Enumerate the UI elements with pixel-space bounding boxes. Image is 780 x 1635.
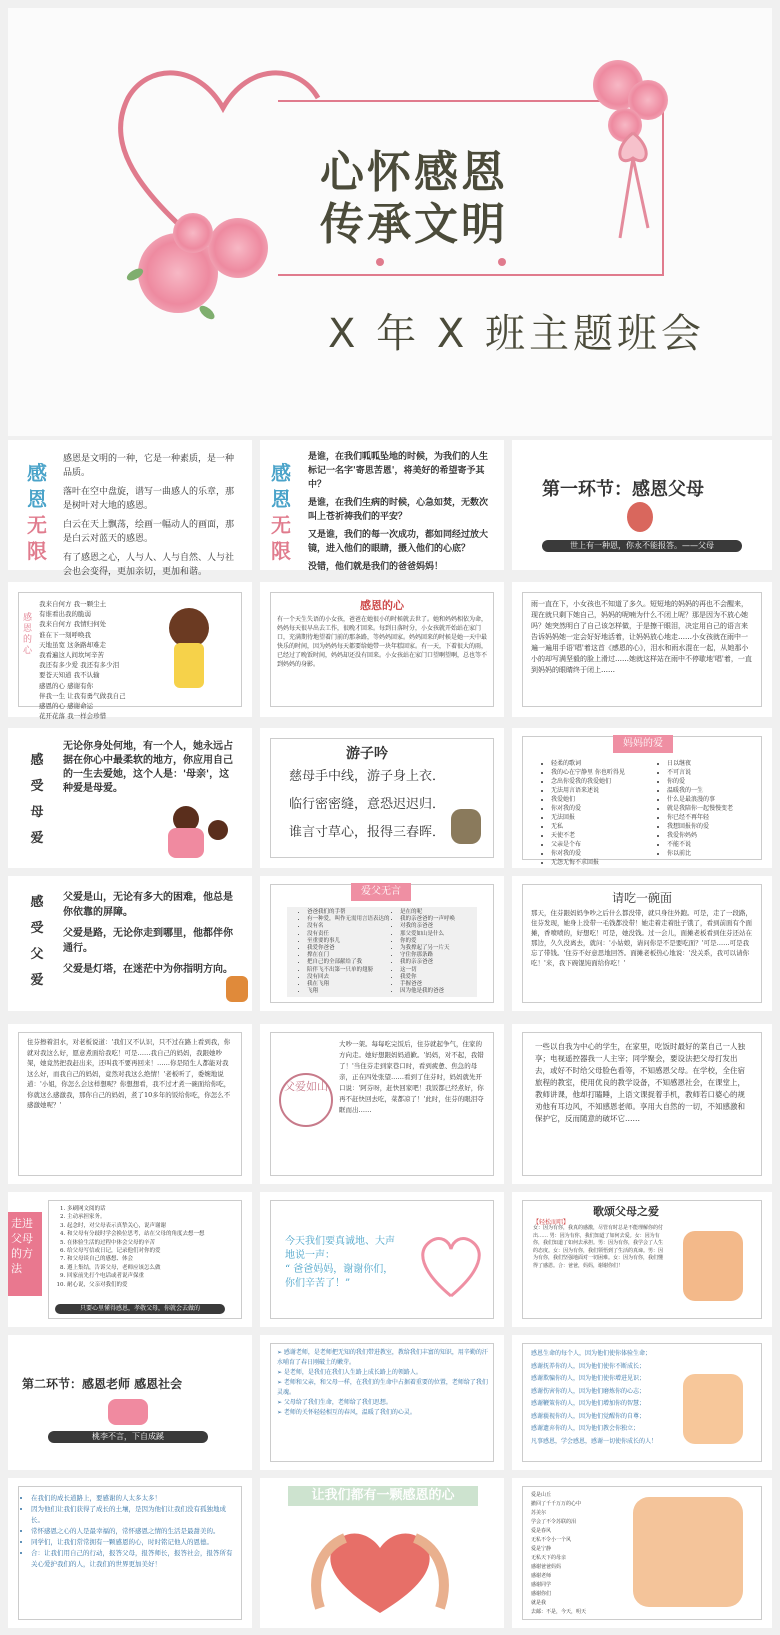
text-line: 感谢你们	[531, 1591, 552, 1597]
slide-8	[260, 728, 504, 868]
slide-10	[8, 876, 252, 1011]
list-item: • 守住你那条路	[400, 952, 455, 959]
slide-24	[512, 1478, 772, 1628]
slide-subtitle: X 年 X 班主题班会	[328, 311, 705, 357]
vertical-title-char: 无	[271, 513, 291, 537]
text-line: 感恩生命的每个人，因为他们使你体验生命；	[531, 1350, 652, 1357]
text-line: 无私天下的母亲	[531, 1555, 567, 1561]
list-item: • 这一切	[400, 967, 455, 974]
slide-title-2: 传承文明	[320, 199, 508, 250]
slide-18	[512, 1192, 772, 1327]
story-title: 请吃一碗面	[611, 891, 672, 905]
text-line: 今天我们要真诚地、大声	[285, 1236, 395, 1247]
paragraph: 一些以自我为中心的学生，在家里，吃饭时最好的菜自己一人独享；电视遥控器我一人主宰；同学聚会，要设法把父母打发出去，或好不时给父母脸色看等，不知感恩父母。在学校，全住宿旅程的教室，使用优良的教学设备，不知感恩社会，在课堂上，教师讲课，他却打瞌睡，上语文课捉着手机，教师若口婆心的规劝他有耳边风，不知感恩老师。享用大自然的一切，不知感激和保护它，反而随意的破坏它……	[535, 1042, 745, 1123]
slide-12	[512, 876, 772, 1011]
list-item: 6. 给父母写信或日记，记录他们对你的爱	[67, 1247, 205, 1255]
list-item: • 是在的呢	[400, 909, 455, 916]
slide-14	[260, 1024, 504, 1184]
list-item: • 有一种爱，叫作无需用言语表达的	[307, 916, 390, 923]
story-text: 雨一直在下，小女孩也不知道了多久。短短地的妈妈的再也不会醒来，现在就只剩下她自己，妈妈的呢喃为什么不闭上呢？那是因为不放心她吗？她突然明白了自己该怎样做，于是擦干眼泪，决定用自己的语言来告诉妈妈她一定会好好地活着，让妈妈放心地走……小女孩就在雨中一遍一遍用手语'唱'着这首《感恩的心》，泪水和雨水混在一起，从她那小小的却写满坚毅的脸上滑过……她就这样站在雨中不停歇地'唱'着，一直到妈妈的眼睛终于闭上……	[531, 600, 752, 674]
family-illustration	[683, 1231, 743, 1301]
lyric-line: 感恩的心 感谢命运	[39, 702, 94, 711]
list-item: 7. 和父母谈自己的感想、体会	[67, 1255, 205, 1263]
girl-body	[174, 643, 204, 688]
story-text: 有一个天生失语的小女孩，爸爸在她很小的时候就去世了。她和妈妈相依为命，妈妈每天很早出去工作，很晚才回来。每到日落时分，小女孩就开始站在家门口，充满期待地望着门前的那条路，等妈妈回家。妈妈回来的时候是她一天中最快乐的时间，因为妈妈每天都要给她带一块年糕回家。有一天，下着很大的雨，已经过了晚饭时间，妈妈却还没有回来。小女孩站在家门口望啊望啊，总也等不到妈妈的身影。	[277, 616, 488, 668]
list-item: 5. 在体验生活的过程中体会父母的辛苦	[67, 1239, 205, 1247]
title-slide	[8, 8, 772, 436]
list-item: • 我在飞翔	[307, 981, 390, 988]
slide-15	[512, 1024, 772, 1184]
slide-6	[512, 582, 772, 717]
vertical-title-char: 母	[30, 805, 44, 820]
vertical-title-char: 限	[27, 539, 47, 563]
paragraph: 落叶在空中盘旋，谱写一曲感人的乐章，那是树叶对大地的感恩。	[63, 487, 235, 511]
vertical-title-char: 限	[271, 539, 291, 563]
paragraph: 有了感恩之心，人与人、人与自然、人与社会也会变得，更加亲切，更加和谐。	[63, 553, 235, 577]
vertical-title-char: 感	[271, 461, 291, 485]
list-item: • 你以前比	[667, 849, 733, 858]
lyric-line: 要苍天知道 我不认输	[39, 671, 100, 680]
paragraph: 感恩是文明的一种，它是一种素质，是一种品质。	[63, 454, 235, 478]
list-item: 9. 回家前先打个电话或者说声保重	[67, 1272, 205, 1280]
text-line: 凡事感恩，学会感恩，感谢一切使你成长的人！	[531, 1437, 658, 1445]
list-item: • 无怨无悔不求回报	[551, 858, 625, 867]
side-label: 感恩的心	[23, 613, 33, 656]
text-line: 爱是山丘	[531, 1492, 552, 1498]
vertical-title-char: 父	[30, 947, 44, 962]
list-item: • 我的心在宁静里 你也听得见	[551, 768, 625, 777]
list-item: • 你的爱	[667, 777, 733, 786]
story-text: 住芬擦着泪水，对老板说道：'我们又不认识，只不过在路上看到我，你就对我这么好，愿意煮面给我吃！可是……我自己的妈妈，我跟她吵架，她竟然把我赶出来，还叫我不要再回来！……你是陌生人都能对我这么好，而我自己的妈妈，竟然对我这么绝情！'老板听了，委婉地说道：'小姐，你怎么会这样想呢？你想想看，我不过才煮一碗面给你吃，你就这么感激我，那你自己的妈妈，煮了10多年的饭给你吃，你怎么不感激她呢？'	[27, 1038, 231, 1109]
list-item: • 你对我的爱	[551, 804, 625, 813]
list-item: • 你已经不再年轻	[667, 813, 733, 822]
slide-23	[260, 1478, 504, 1628]
vertical-title-char: 爱	[30, 973, 44, 988]
slide-17	[260, 1192, 504, 1327]
list-item: • 常怀感恩之心的人是最幸福的，常怀感恩之情的生活是最甜美的。	[31, 1526, 237, 1537]
list-item: • 为我撑起了另一片天	[400, 945, 455, 952]
list-item: • 无私	[551, 822, 625, 831]
vertical-title-char: 感	[27, 461, 47, 485]
lyric-line: 我还有多少爱 我还有多少泪	[39, 661, 120, 670]
list-item: • 陪伴飞不出第一只单的翅膀	[307, 967, 390, 974]
text-line: 去邮：不是，今天，明天	[531, 1609, 587, 1615]
vertical-title-char: 感	[30, 895, 44, 910]
slide-11	[260, 876, 504, 1011]
slide-13	[8, 1024, 252, 1184]
list-item: • 轻柔的歌词	[551, 759, 625, 768]
quote-bar: 桃李不言，下自成蹊	[48, 1431, 208, 1443]
list-item: • 在我们的成长道路上，要感谢的人太多太多！	[31, 1493, 237, 1504]
list-item: • 我的亲爸爸的一声呼唤	[400, 916, 455, 923]
section-title: 第二环节：感恩老师 感恩社会	[22, 1377, 183, 1391]
section-banner: 爱父无言	[351, 883, 411, 901]
section-title: 第一环节：感恩父母	[542, 479, 704, 500]
side-label: 走进父母的方法	[8, 1212, 42, 1296]
slide-9	[512, 728, 772, 868]
lyric-line: 伴我一生 让我有勇气做我自己	[39, 691, 126, 700]
slide-title: 歌颂父母之爱	[593, 1205, 659, 1218]
slide-7	[8, 728, 252, 868]
list-item: 8. 遵上集结，告诉父母，老师应该怎么做	[67, 1264, 205, 1272]
list-item: • 撑在在门	[307, 952, 390, 959]
child-illustration	[208, 820, 228, 840]
family-illustration	[683, 1374, 743, 1444]
list-item: ➢ 父母给了我们生命，老师给了我们思想。	[277, 1399, 392, 1406]
ribbon-icon	[608, 128, 668, 248]
list-item: • 因为他们让我们获得了成长的土壤，是因为他们让我们没有孤独地成长。	[31, 1504, 237, 1526]
paragraph: 白云在天上飘荡，绘画一幅动人的画面，那是白云对蓝天的感恩。	[63, 520, 235, 544]
calligraphy-seal: 父爱如山	[279, 1073, 333, 1127]
list-item: • 那父爱如山是什么	[400, 931, 455, 938]
frame-dot	[376, 258, 384, 266]
list-item: 3. 起念时，对父母表示真挚关心，说声谢谢	[67, 1222, 205, 1230]
lyric-line: 有谁看出我的脆弱	[39, 610, 91, 619]
text-line: 无私不令小一个风	[531, 1537, 572, 1543]
list-item: • 不可言说	[667, 768, 733, 777]
slide-16	[8, 1192, 252, 1327]
text-line: 地说一声：	[285, 1250, 335, 1261]
slide-5	[260, 582, 504, 717]
slide-4	[8, 582, 252, 721]
list-item: • 温暖我的一生	[667, 786, 733, 795]
list-item: • 日以继夜	[667, 759, 733, 768]
list-item: • 没有回去	[307, 974, 390, 981]
poem-line: 临行密密缝，意恐迟迟归．	[289, 797, 446, 812]
heart-hands-icon	[300, 1518, 460, 1618]
list-item: • 你的爱	[400, 938, 455, 945]
teacher-illustration	[108, 1399, 148, 1425]
list-item: • 没有责任	[307, 931, 390, 938]
text-line: 感谢藐视你的人，因为他们觉醒你的自尊；	[531, 1412, 646, 1420]
list-item: 10. 耐心说，父亲对我们的爱	[67, 1281, 205, 1289]
list-item: 2. 主动承担家务。	[67, 1213, 205, 1221]
text-line: 爱是宁静	[531, 1546, 552, 1552]
list-item: • 无法用言语来述说	[551, 786, 625, 795]
text-line: 感谢伤害你的人，因为他们磨炼你的心志；	[531, 1387, 646, 1395]
vertical-title-char: 爱	[30, 831, 44, 846]
list-item: • 我爱她们	[551, 795, 625, 804]
frame-dot	[498, 258, 506, 266]
mother-sewing-illustration	[451, 809, 481, 844]
section-banner: 妈妈的爱	[613, 735, 673, 753]
mother-body	[168, 828, 204, 858]
text-line: 感谢欺骗你的人，因为他们使你增进见识；	[531, 1375, 646, 1382]
list-item: • 什么是最浪漫的事	[667, 795, 733, 804]
list-item: • 你对我的爱	[551, 849, 625, 858]
banner-title: 让我们都有一颗感恩的心	[288, 1486, 478, 1506]
lyric-line: 我来自何方 我情归何处	[39, 620, 107, 629]
list-item: • 我爱你爸爸	[307, 945, 390, 952]
list-item: • 飞翔	[307, 988, 390, 995]
paragraph: 父爱是路，无论你走到哪里，他都伴你通行。	[63, 928, 233, 954]
paragraph: 父爱是灯塔，在迷茫中为你指明方向。	[63, 964, 233, 975]
paragraph: 是谁，在我们呱呱坠地的时候，为我们的人生标记一名字'寄思苦恩'，将美好的希望寄予其中？	[308, 452, 489, 490]
list-item: • 爸爸我们的手帮	[307, 909, 390, 916]
list-item: • 我爱你妈妈	[667, 831, 733, 840]
girl-illustration	[169, 608, 209, 648]
lyric-line: 谁在下一刻呼唤我	[39, 630, 91, 639]
text-line: 感谢鞭策你的人，因为他们增加你的智慧；	[531, 1400, 646, 1407]
slide-title: 心怀感恩	[320, 147, 508, 198]
text-line: 苏美尔	[531, 1510, 547, 1516]
list-item: • 手握爸爸	[400, 981, 455, 988]
list-item: • 合：让我们用自己的行动，报答父母，报答师长，报答社会，报答所有关心爱护我们的人，让我们的世界更加美好！	[31, 1548, 237, 1570]
text-line: 感谢爸爸妈妈	[531, 1564, 562, 1570]
list-item: • 念出你爱我的我爱她们	[551, 777, 625, 786]
vertical-title-char: 感	[30, 753, 44, 768]
slide-1	[8, 440, 252, 577]
list-item: ➢ 老师的关怀轻轻相互的春风，温暖了我们的心灵。	[277, 1409, 416, 1416]
vertical-title-char: 受	[30, 779, 44, 794]
list-item: • 因为他是我的爸爸	[400, 988, 455, 995]
text-line: 学会了不令苏联的泪	[531, 1519, 577, 1525]
carnation-icon	[208, 218, 268, 278]
vertical-title-char: 无	[27, 513, 47, 537]
quote-bar: 只要心里懂得感恩，孝敬父母，你就会去做的	[55, 1304, 225, 1314]
text-line: 就是我	[531, 1600, 547, 1606]
family-reading-illustration	[633, 1497, 743, 1607]
list-item: ➢ 感谢老师，是老师把无知的我们带进教室，教给我们丰富的知识，用辛勤的汗水哺育了春日刚破土的嫩芽。	[277, 1349, 488, 1366]
vertical-title-char: 受	[30, 921, 44, 936]
slide-21	[512, 1335, 772, 1470]
list-item: • 不能不说	[667, 840, 733, 849]
paragraph: 是谁，在我们生病的时候，心急如焚，无数次叫上苍祈祷我们的平安？	[308, 498, 489, 522]
list-item: • 对我的亲爸爸	[400, 923, 455, 930]
poem-line: 慈母手中线，游子身上衣．	[289, 769, 446, 784]
carnation-icon	[173, 213, 213, 253]
slide-3	[512, 440, 772, 570]
text-line: 感谢遗弃你的人，因为他们教会你独立；	[531, 1425, 640, 1432]
slide-19	[8, 1335, 252, 1470]
child-illustration	[226, 976, 248, 1002]
list-item: • 无法回报	[551, 813, 625, 822]
list-item: • 天使不老	[551, 831, 625, 840]
heart-icon	[416, 1231, 486, 1301]
vertical-title-char: 恩	[271, 487, 291, 511]
child-illustration	[627, 502, 653, 532]
slide-2	[260, 440, 504, 570]
list-item: • 至重要的事儿	[307, 938, 390, 945]
list-item: • 就是我陪你一起慢慢变老	[667, 804, 733, 813]
paragraph: 父爱是山，无论有多大的困难，他总是你依靠的屏障。	[63, 892, 233, 918]
text-line: 感谢同学	[531, 1582, 552, 1588]
text-line: “ 爸爸妈妈，谢谢你们，	[285, 1264, 394, 1275]
lyric-line: 我来自何方 我一颗尘土	[39, 600, 107, 608]
text-line: 感谢抚养你的人，因为他们使你不断成长；	[531, 1362, 646, 1370]
paragraph: 又是谁，我们的每一次成功，都如同经过放大镜，进入他们的眼睛，摄入他们的心底？	[308, 530, 489, 554]
slide-title: 感恩的心	[360, 599, 404, 612]
list-item: ➢ 老师和父亲，和父母一样，在我们的生命中占据着重要的位置，老师给了我们灵魂。	[277, 1379, 488, 1396]
poem-title: 游子吟	[346, 746, 388, 762]
leaf-icon	[197, 303, 217, 321]
text-line: 感谢老师	[531, 1573, 552, 1579]
list-item: 4. 和父母有分歧时学会换位思考，站在父母的角度去想一想	[67, 1230, 205, 1238]
dialogue-text: 女：因为有你，我真的感激，尽管有时总是不能理解你的付出…… 男：因为有你，我们知道了如何去爱。女：因为有你，我们知道了如何去承担。男：因为有你，我学会了人生的态度。女：因为有你，我们领悟到了生活的真谛。男：因为有你，我们坚强地面对一切困难。女：因为有你，我们懂得了感恩。合：爸爸，妈妈，谢谢你们！	[533, 1225, 664, 1269]
list-item: • 我的亲亲爸爸	[400, 959, 455, 966]
list-item: • 没有名	[307, 923, 390, 930]
text-line: 爱是春风	[531, 1528, 552, 1534]
paragraph: 无论你身处何地，有一个人，她永远占据在你心中最柔软的地方，你应用自己的一生去爱她，这个人是：'母亲'，这种爱是母爱。	[63, 741, 233, 794]
story-text: 那天，住芬跟妈妈争吵之后什么都没带，就只身往外跑。可是，走了一段路，住芬发现，她身上没带一毛钱都没带！她走着走着肚子饿了，看到前面有个面摊，香喷喷的，好想吃！可是，她没钱。过一会儿，面摊老板看到住芬还站在那边，久久没离去，就问：'小姑娘，请问你是不是要吃面？'可是……可是我忘了带钱。'住芬不好意思地回答。面摊老板热心地说：'没关系，我可以请你吃！'来，我下碗馄饨面给你吃！'	[531, 909, 752, 967]
text-line: 撤回了千千万万的心中	[531, 1501, 582, 1507]
lyric-line: 我看遍这人间坎坷辛苦	[39, 651, 104, 660]
list-item: • 父亲是个布	[551, 840, 625, 849]
poem-line: 谁言寸草心，报得三春晖．	[289, 825, 446, 840]
slide-20	[260, 1335, 504, 1470]
list-item: • 同学们，让我们常常拥有一颗感恩的心，时时铭记他人的恩德。	[31, 1537, 237, 1548]
subheading: 【轻松而唱】	[533, 1219, 570, 1226]
lyric-line: 天地虽宽 这条路却难走	[39, 640, 107, 649]
vertical-title-char: 恩	[27, 487, 47, 511]
lyric-line: 感恩的心 感谢有你	[39, 681, 94, 690]
list-item: ➢ 是老师，是我们在我们人生路上成长路上的领路人。	[277, 1369, 422, 1376]
quote-bar: 世上有一种恩，你永不能报答。——父母	[542, 540, 742, 552]
list-item: • 我想回报你的爱	[667, 822, 733, 831]
list-item: • 把自己的全部献给了我	[307, 959, 390, 966]
lyric-line: 花开花落 我一样会珍惜	[39, 712, 107, 721]
slide-22	[8, 1478, 252, 1628]
paragraph: 没错，他们就是我们的爸爸妈妈！	[308, 562, 444, 572]
list-item: • 我爱你	[400, 974, 455, 981]
list-item: 1. 多刷网文阅的话	[67, 1205, 205, 1213]
text-line: 你们辛苦了！”	[285, 1278, 351, 1289]
story-text: 大吵一架。每每吃完饭后，住芬就起争气，住家的方向走。她好想跟妈妈道歉。'妈妈，对不起，我错了！'当住芬走到家巷口时，看到疲惫、焦急的母亲，正在四处张望……看到了住芬时，妈妈就先开口说：'阿芬呀，赶快回家吧！我饭都已经煮好，你再不赶快回去吃，菜都凉了！'此时，住芬的眼泪夺眶而出……	[339, 1040, 484, 1114]
